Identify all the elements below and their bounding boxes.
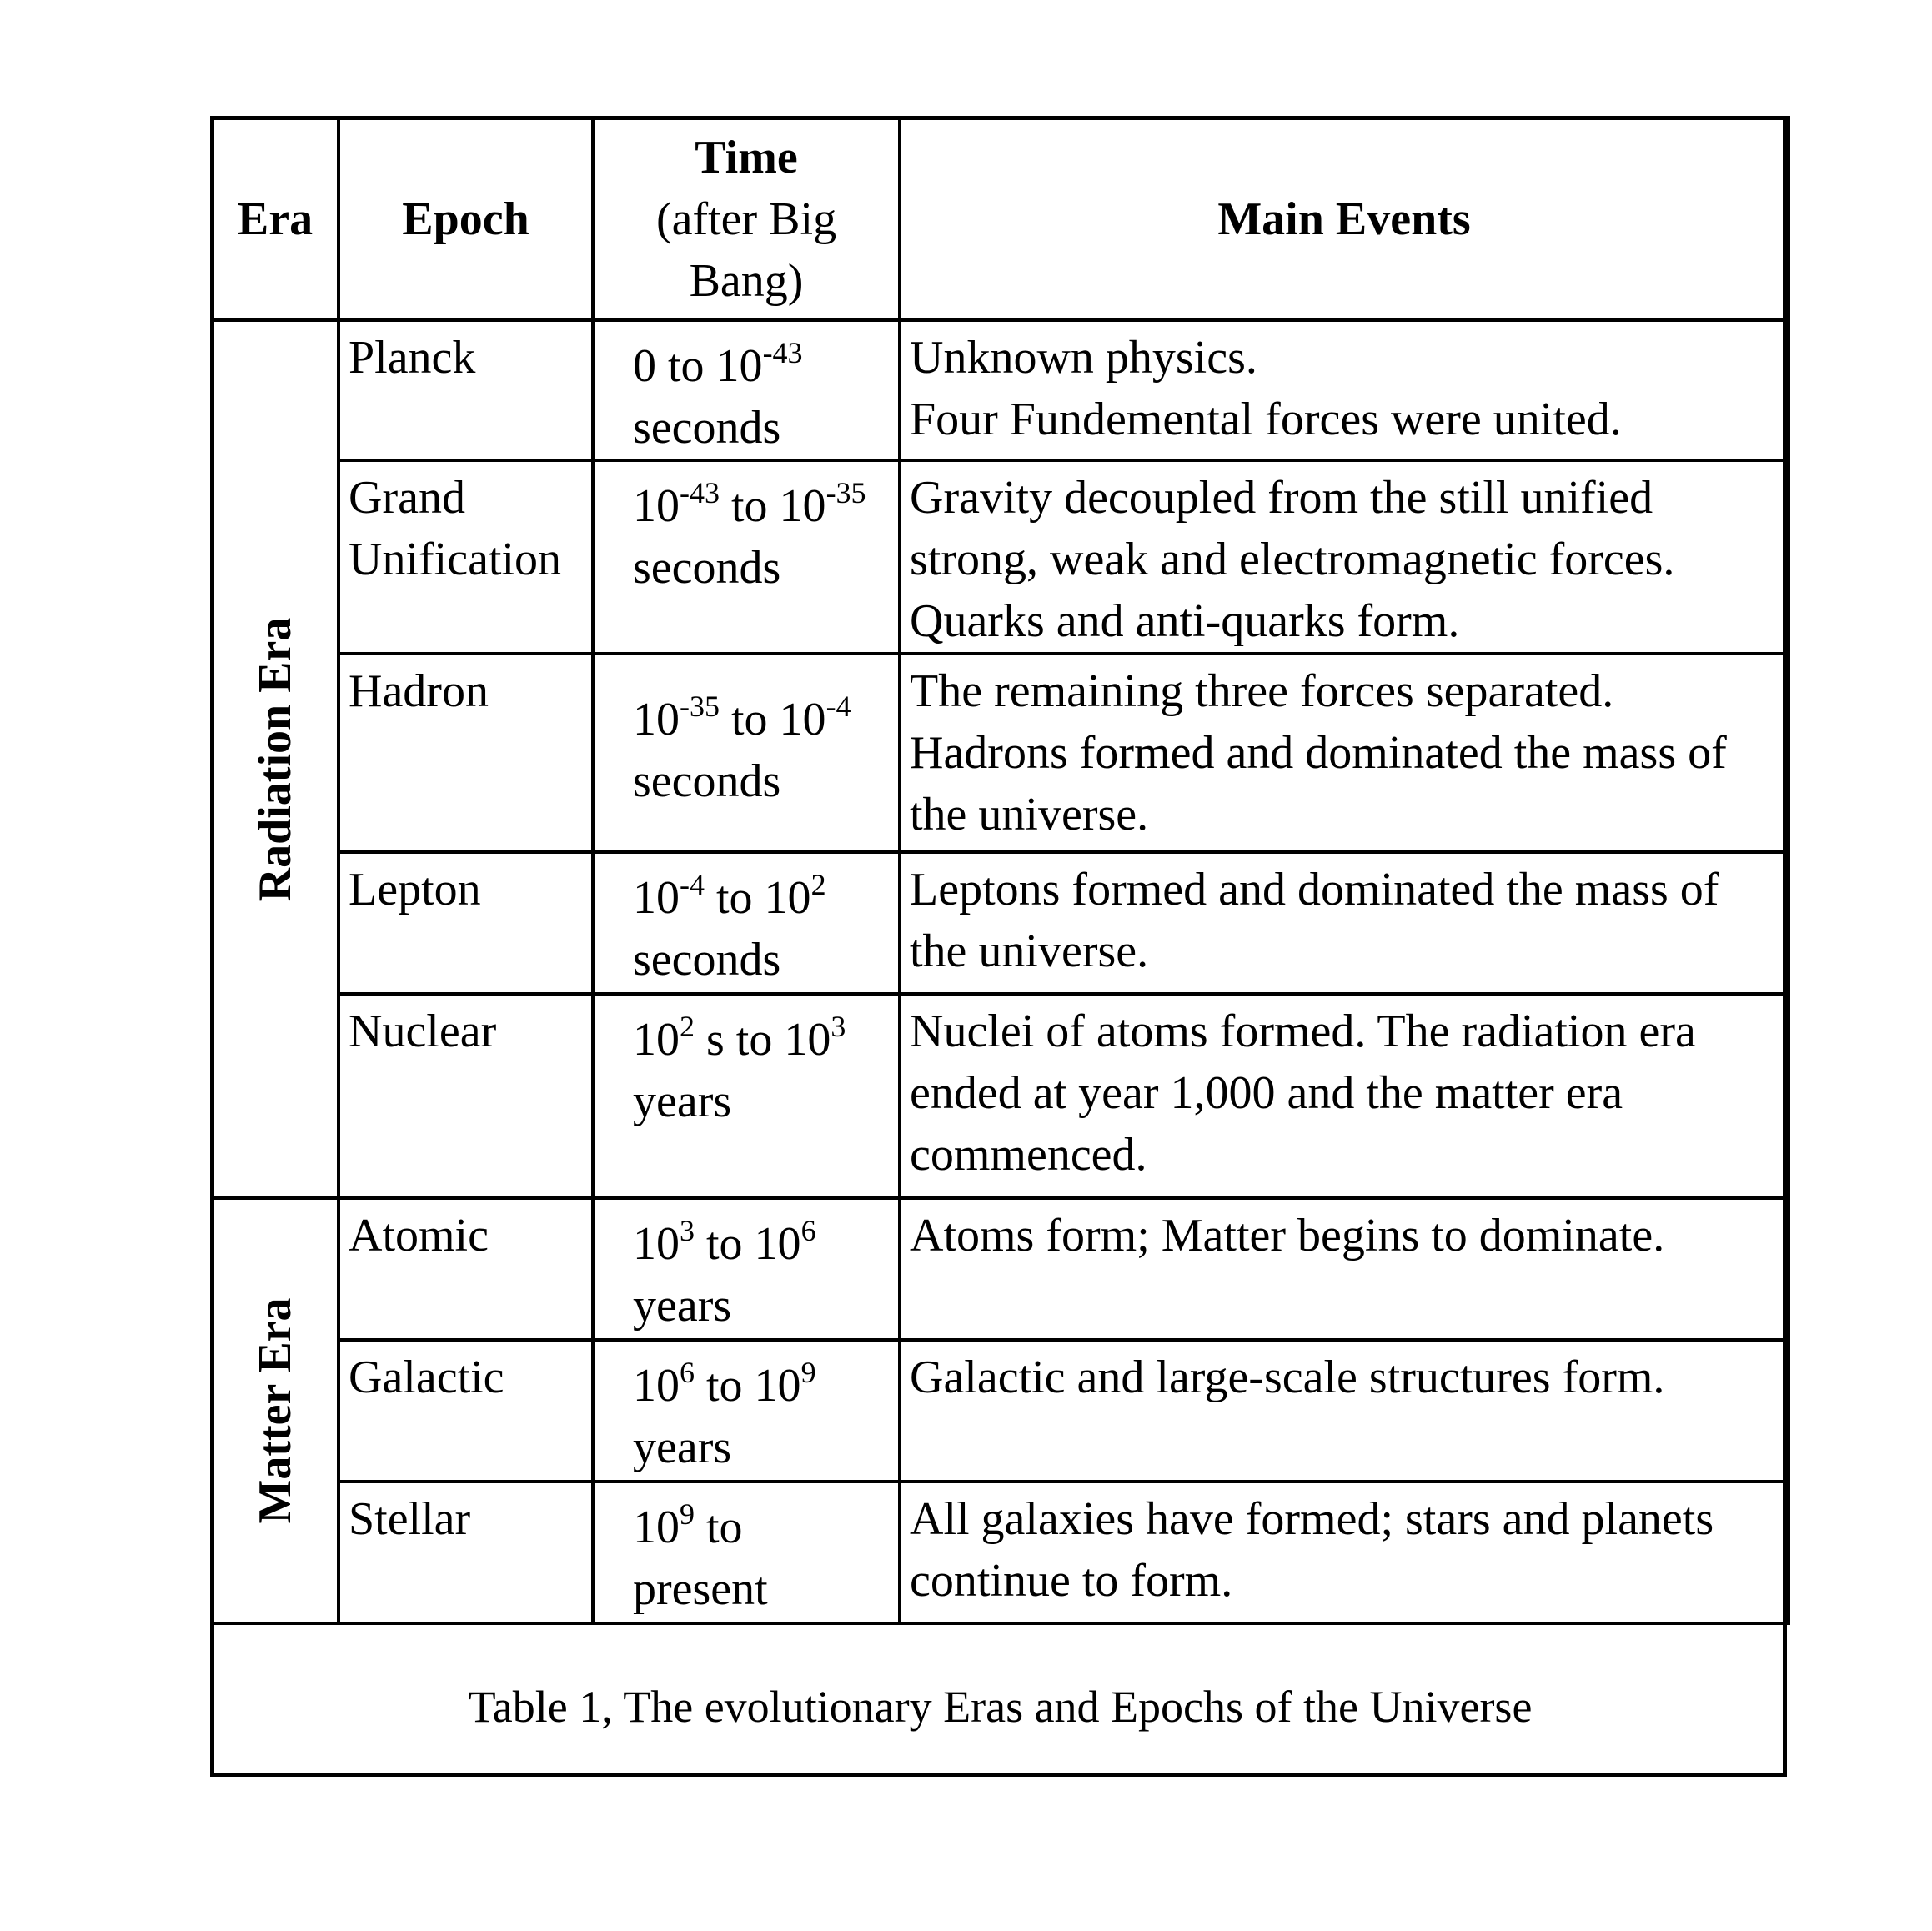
epoch-name: Nuclear: [349, 1006, 497, 1057]
event-line: ended at year 1,000 and the matter era: [910, 1067, 1623, 1119]
events-cell: [900, 460, 1789, 654]
epoch-name: Hadron: [349, 665, 489, 717]
time-unit: seconds: [633, 934, 781, 986]
event-line: Quarks and anti-quarks form.: [910, 595, 1460, 647]
time-unit: present: [633, 1563, 768, 1615]
time-start-exponent: -35: [680, 690, 720, 723]
header-epoch: [339, 118, 593, 320]
epoch-name: Lepton: [349, 864, 481, 915]
time-end-exponent: 2: [810, 868, 826, 901]
time-cell: [593, 852, 900, 994]
event-line: commenced.: [910, 1129, 1147, 1181]
table-row: [212, 994, 1789, 1198]
time-start: 10: [633, 1014, 680, 1066]
event-line: Atoms form; Matter begins to dominate.: [910, 1210, 1665, 1261]
time-end: to 10: [705, 872, 811, 924]
header-row: [212, 118, 1789, 320]
time-cell: [593, 654, 900, 852]
time-start-exponent: 2: [680, 1010, 695, 1043]
table-caption-cell: [212, 1623, 1789, 1788]
epoch-cell: [339, 1340, 593, 1482]
time-unit: years: [633, 1422, 732, 1473]
header-epoch-label: Epoch: [402, 193, 529, 245]
time-end: s to 10: [695, 1014, 831, 1066]
time-start-exponent: 6: [680, 1356, 695, 1389]
era-label-matter: Matter Era: [249, 1297, 301, 1524]
time-end: to 10: [720, 694, 826, 745]
events-cell: [900, 1198, 1789, 1340]
time-start-exponent: -43: [762, 336, 803, 369]
event-line: strong, weak and electromagnetic forces.: [910, 534, 1675, 585]
time-unit: seconds: [633, 755, 781, 807]
header-events: [900, 118, 1789, 320]
header-time-line1: Time: [695, 131, 798, 183]
epoch-name: Planck: [349, 332, 476, 384]
event-line: The remaining three forces separated.: [910, 665, 1614, 717]
time-range: [633, 1213, 898, 1275]
time-unit: years: [633, 1076, 732, 1127]
events-cell: [900, 1340, 1789, 1482]
time-unit: years: [633, 1280, 732, 1332]
event-line: the universe.: [910, 789, 1149, 840]
time-range: [633, 475, 898, 537]
time-range: [633, 1355, 898, 1417]
time-range: [633, 1009, 898, 1071]
time-start: 10: [633, 1360, 680, 1412]
table-row: [212, 654, 1789, 852]
epoch-name: Stellar: [349, 1493, 471, 1545]
time-range: [633, 689, 898, 750]
time-start-exponent: 9: [680, 1497, 695, 1531]
time-start: 10: [633, 480, 680, 532]
event-line: Hadrons formed and dominated the mass of: [910, 727, 1727, 779]
time-end-exponent: 9: [800, 1356, 816, 1389]
time-cell: [593, 994, 900, 1198]
epoch-name: Galactic: [349, 1352, 504, 1403]
time-end-exponent: 3: [831, 1010, 846, 1043]
header-era-label: Era: [237, 193, 314, 245]
era-label-radiation: Radiation Era: [249, 617, 301, 901]
event-line: All galaxies have formed; stars and planets: [910, 1493, 1714, 1545]
epoch-name-line2: Unification: [349, 534, 562, 585]
header-era: [212, 118, 339, 320]
events-cell: [900, 994, 1789, 1198]
time-end: to 10: [695, 1218, 801, 1270]
time-start-exponent: 3: [680, 1214, 695, 1247]
epoch-cell: [339, 654, 593, 852]
time-end-exponent: -35: [825, 476, 866, 509]
era-cell-matter: [212, 1198, 339, 1623]
epoch-cell: [339, 460, 593, 654]
epoch-cell: [339, 852, 593, 994]
epoch-name: Atomic: [349, 1210, 489, 1261]
header-time: [593, 118, 900, 320]
time-range: [633, 867, 898, 929]
events-cell: [900, 654, 1789, 852]
time-cell: [593, 1340, 900, 1482]
time-start: 10: [633, 1502, 680, 1553]
time-start-exponent: -4: [680, 868, 705, 901]
table-caption: Table 1, The evolutionary Eras and Epochs of the Universe: [468, 1681, 1533, 1732]
table-row: [212, 460, 1789, 654]
time-range: [633, 1497, 898, 1558]
header-time-line2: (after Big: [655, 193, 837, 245]
time-start: 10: [633, 694, 680, 745]
table-row: [212, 1198, 1789, 1340]
time-end-exponent: 6: [800, 1214, 816, 1247]
event-line: Unknown physics.: [910, 332, 1257, 384]
epoch-cell: [339, 1482, 593, 1623]
eras-epochs-table: [210, 116, 1790, 1788]
table-row: [212, 1482, 1789, 1623]
time-cell: [593, 1198, 900, 1340]
event-line: the universe.: [910, 925, 1149, 977]
table-row: [212, 852, 1789, 994]
time-cell: [593, 320, 900, 460]
header-events-label: Main Events: [1217, 193, 1471, 245]
time-cell: [593, 1482, 900, 1623]
time-range: [633, 335, 898, 397]
time-end-exponent: -4: [825, 690, 851, 723]
epoch-name: Grand: [349, 472, 465, 524]
events-cell: [900, 1482, 1789, 1623]
event-line: Leptons formed and dominated the mass of: [910, 864, 1719, 915]
event-line: Nuclei of atoms formed. The radiation era: [910, 1006, 1696, 1057]
events-cell: [900, 852, 1789, 994]
time-end: to 10: [720, 480, 826, 532]
time-start-exponent: -43: [680, 476, 720, 509]
event-line: Galactic and large-scale structures form.: [910, 1352, 1665, 1403]
event-line: Four Fundemental forces were united.: [910, 394, 1622, 445]
time-unit: seconds: [633, 542, 781, 594]
time-cell: [593, 460, 900, 654]
header-time-line3: Bang): [689, 254, 804, 307]
time-start: 0 to 10: [633, 340, 763, 392]
event-line: continue to form.: [910, 1555, 1233, 1607]
time-start: 10: [633, 1218, 680, 1270]
era-cell-radiation: [212, 320, 339, 1198]
table-row: [212, 1340, 1789, 1482]
epoch-cell: [339, 994, 593, 1198]
epoch-cell: [339, 1198, 593, 1340]
time-end: to 10: [695, 1360, 801, 1412]
caption-row: [212, 1623, 1789, 1788]
table-row: [212, 320, 1789, 460]
epoch-cell: [339, 320, 593, 460]
event-line: Gravity decoupled from the still unified: [910, 472, 1653, 524]
events-cell: [900, 320, 1789, 460]
time-end: to: [695, 1502, 743, 1553]
time-unit: seconds: [633, 402, 781, 454]
time-start: 10: [633, 872, 680, 924]
